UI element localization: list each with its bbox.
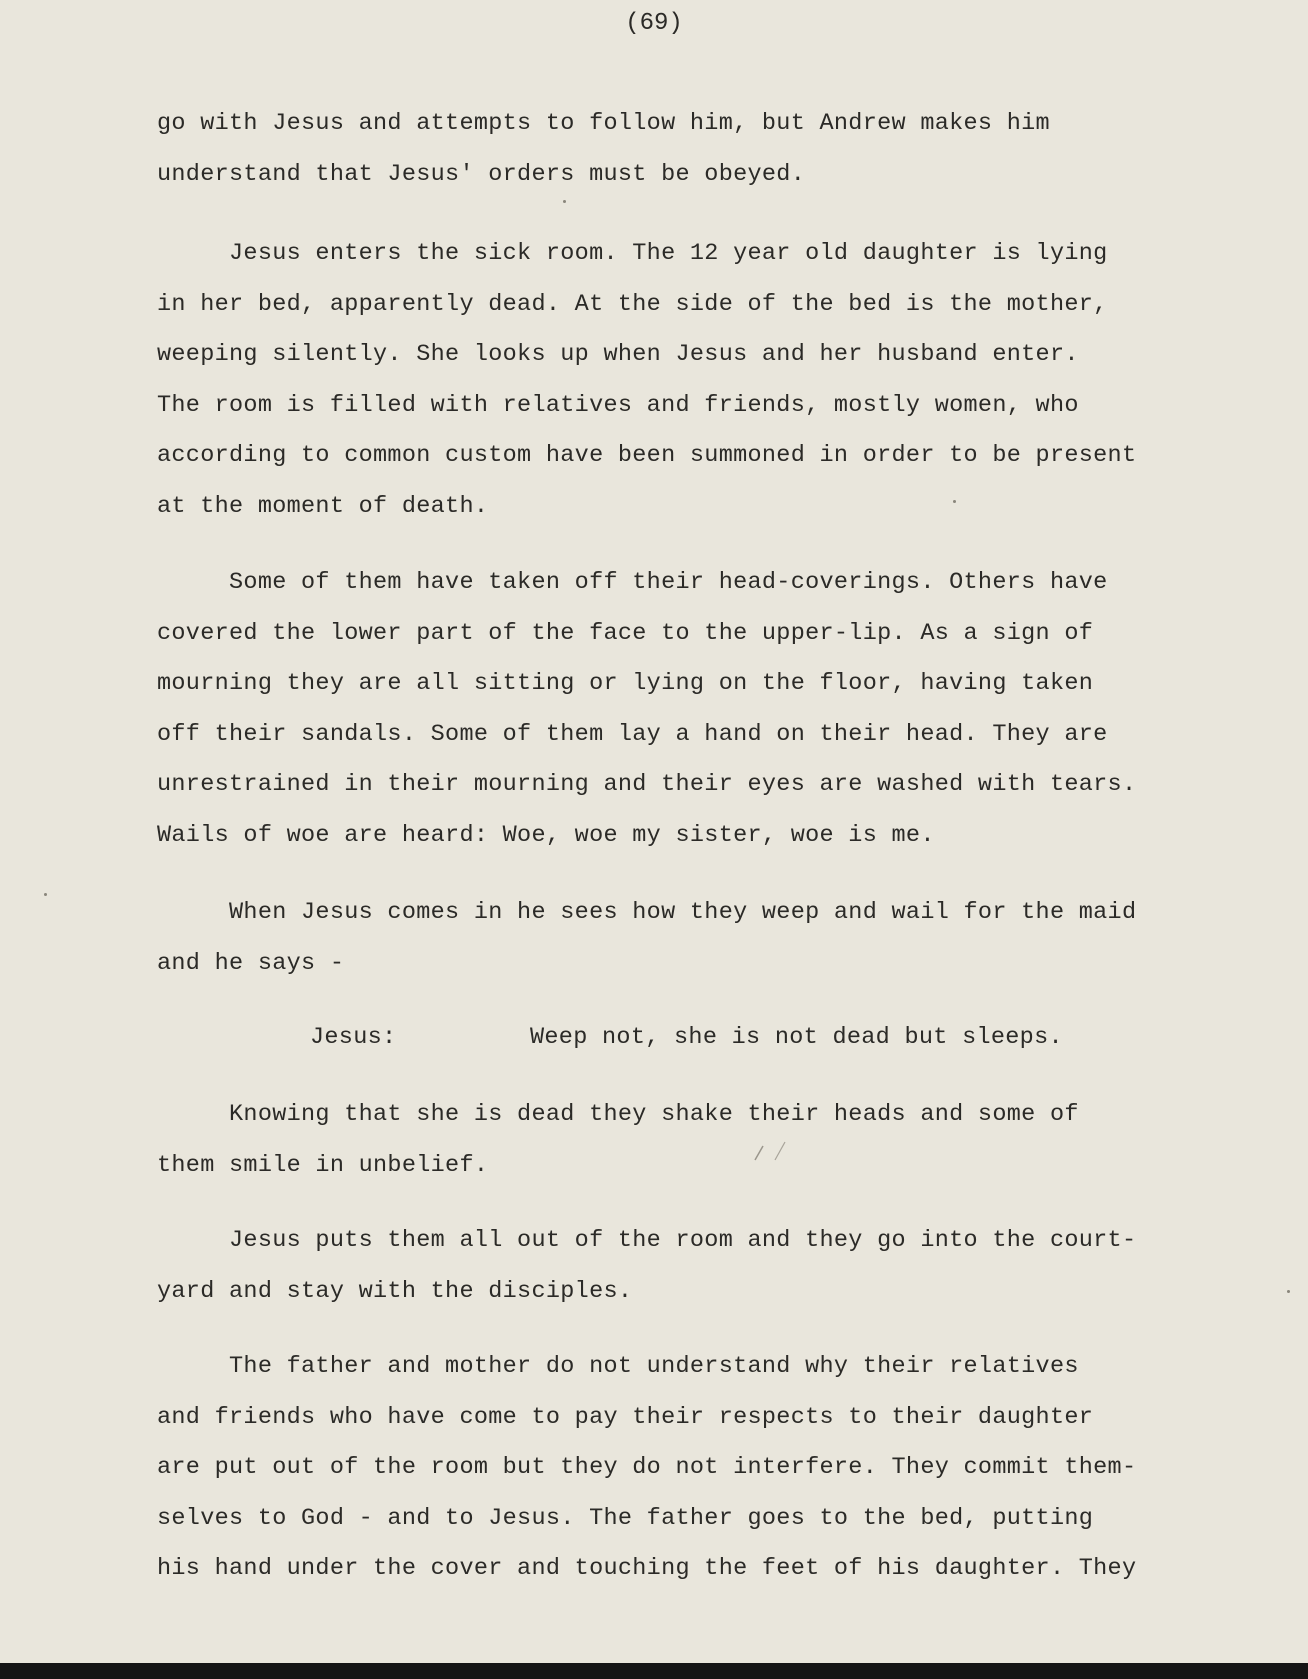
- text-line: at the moment of death.: [157, 492, 489, 520]
- text-line: and friends who have come to pay their respects to their daughter: [157, 1403, 1094, 1431]
- text-line: selves to God - and to Jesus. The father goes to the bed, putting: [157, 1504, 1094, 1532]
- text-line: according to common custom have been summoned in order to be present: [157, 442, 1137, 469]
- page-number: (69): [625, 10, 683, 37]
- text-line: unrestrained in their mourning and their eyes are washed with tears.: [157, 771, 1137, 798]
- text-line: understand that Jesus' orders must be obeyed.: [157, 160, 806, 188]
- text-line: Knowing that she is dead they shake their heads and some of: [157, 1101, 1079, 1128]
- text-line: Some of them have taken off their head-coverings. Others have: [157, 569, 1108, 596]
- text-line: The room is filled with relatives and friends, mostly women, who: [157, 391, 1079, 419]
- text-line: The father and mother do not understand why their relatives: [157, 1353, 1079, 1380]
- text-line: covered the lower part of the face to the upper-lip. As a sign of: [157, 619, 1094, 647]
- text-line: yard and stay with the disciples.: [157, 1277, 633, 1305]
- text-line: Wails of woe are heard: Woe, woe my sister, woe is me.: [157, 821, 935, 849]
- dialogue-line: [0, 1014, 1308, 1064]
- text-line: off their sandals. Some of them lay a hand on their head. They are: [157, 720, 1108, 748]
- text-line: Jesus enters the sick room. The 12 year old daughter is lying: [157, 240, 1108, 267]
- scan-border: [0, 1663, 1308, 1679]
- text-line: go with Jesus and attempts to follow him, but Andrew makes him: [157, 110, 1050, 137]
- dialogue-speaker: Jesus:: [310, 1024, 397, 1051]
- text-line: mourning they are all sitting or lying on the floor, having taken: [157, 670, 1094, 697]
- text-line: them smile in unbelief.: [157, 1151, 489, 1179]
- text-line: weeping silently. She looks up when Jesus and her husband enter.: [157, 341, 1079, 368]
- text-line: are put out of the room but they do not interfere. They commit them-: [157, 1454, 1137, 1481]
- dialogue-text: Weep not, she is not dead but sleeps.: [530, 1024, 1063, 1051]
- paper-speck: [953, 500, 956, 503]
- paper-speck: [563, 200, 566, 203]
- text-line: When Jesus comes in he sees how they weep and wail for the maid: [157, 899, 1137, 926]
- text-line: in her bed, apparently dead. At the side of the bed is the mother,: [157, 290, 1108, 318]
- paper-speck: [1287, 1290, 1290, 1293]
- pencil-mark: [745, 1130, 815, 1170]
- text-line: Jesus puts them all out of the room and they go into the court-: [157, 1227, 1137, 1254]
- text-line: his hand under the cover and touching the feet of his daughter. They: [157, 1555, 1137, 1582]
- text-line: and he says -: [157, 949, 345, 977]
- paper-speck: [44, 893, 47, 896]
